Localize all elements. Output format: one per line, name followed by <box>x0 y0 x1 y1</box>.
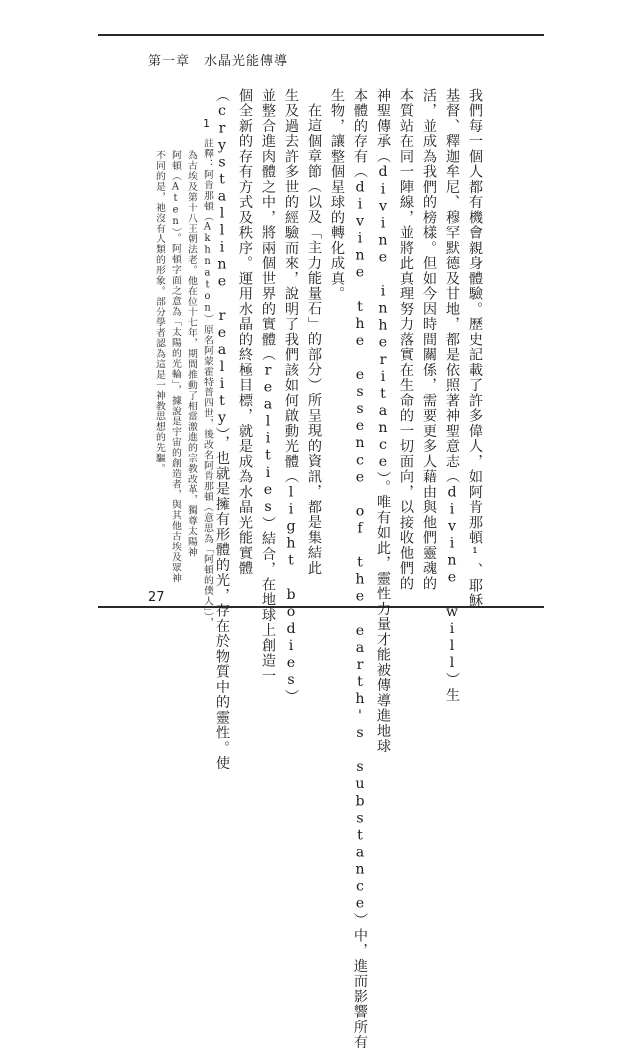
body-column: 本質站在同一陣線，並將此真理努力落實在生命的一切面向，以接收他們的 <box>398 88 414 592</box>
body-column: 神聖傳承（divine inheritance）。唯有如此，靈性力量才能被傳導進地球 <box>375 88 391 754</box>
body-column: 活，並成為我們的榜樣。但如今因時間關係，需要更多人藉由與他們靈魂的 <box>421 88 437 592</box>
footnote-column: 註釋：阿肯那頓（Akhnaton）原名阿蒙霍特普四世，後改名阿肯那頓（意思為「阿頓的僕人」）， <box>202 138 213 628</box>
page-number: 27 <box>148 590 165 605</box>
chapter-title: 水晶光能傳導 <box>204 54 289 69</box>
body-column: 我們每一個人都有機會親身體驗。歷史記載了許多偉人，如阿肯那頓¹、耶穌 <box>467 88 483 609</box>
footnote-column: 阿頓（Aten）。阿頓字面之意為「太陽的光輪」，據說是宇宙的創造者，與其他古埃及眾神 <box>170 150 181 584</box>
body-column: 生及過去許多世的經驗而來，說明了我們該如何啟動光體（light bodies） <box>283 88 299 705</box>
footnote-column: 不同的是，祂沒有人類的形象。部分學者認為這是一神教思想的先驅。 <box>154 150 165 474</box>
body-column: 基督、釋迦牟尼、穆罕默德及甘地，都是依照著神聖意志（divine will）生 <box>444 88 460 703</box>
footnote-column: 為古埃及第十八王朝法老。他在位十七年，期間推動了相當激進的宗教改革，獨尊太陽神 <box>186 150 197 558</box>
body-column: 本體的存有（divine the essence of the earth's substance）中，進而影響所有 <box>352 88 368 1050</box>
body-column: 並整合進肉體之中，將兩個世界的實體（realities）結合，在地球上創造一 <box>260 88 276 684</box>
body-column: 在這個章節（以及「主力能量石」的部分）所呈現的資訊，都是集結此 <box>306 103 322 576</box>
body-column: （crystalline reality），也就是擁有形體的光，存在於物質中的靈性。使 <box>214 88 230 771</box>
chapter-label: 第一章 <box>148 54 191 69</box>
body-column: 生物，讓整個星球的轉化成真。 <box>329 88 345 302</box>
footnote-number: 1 <box>203 117 210 130</box>
running-header <box>148 50 288 69</box>
body-column: 個全新的存有方式及秩序。運用水晶的終極目標，就是成為水晶光能實體 <box>237 88 253 576</box>
top-rule <box>98 34 544 36</box>
